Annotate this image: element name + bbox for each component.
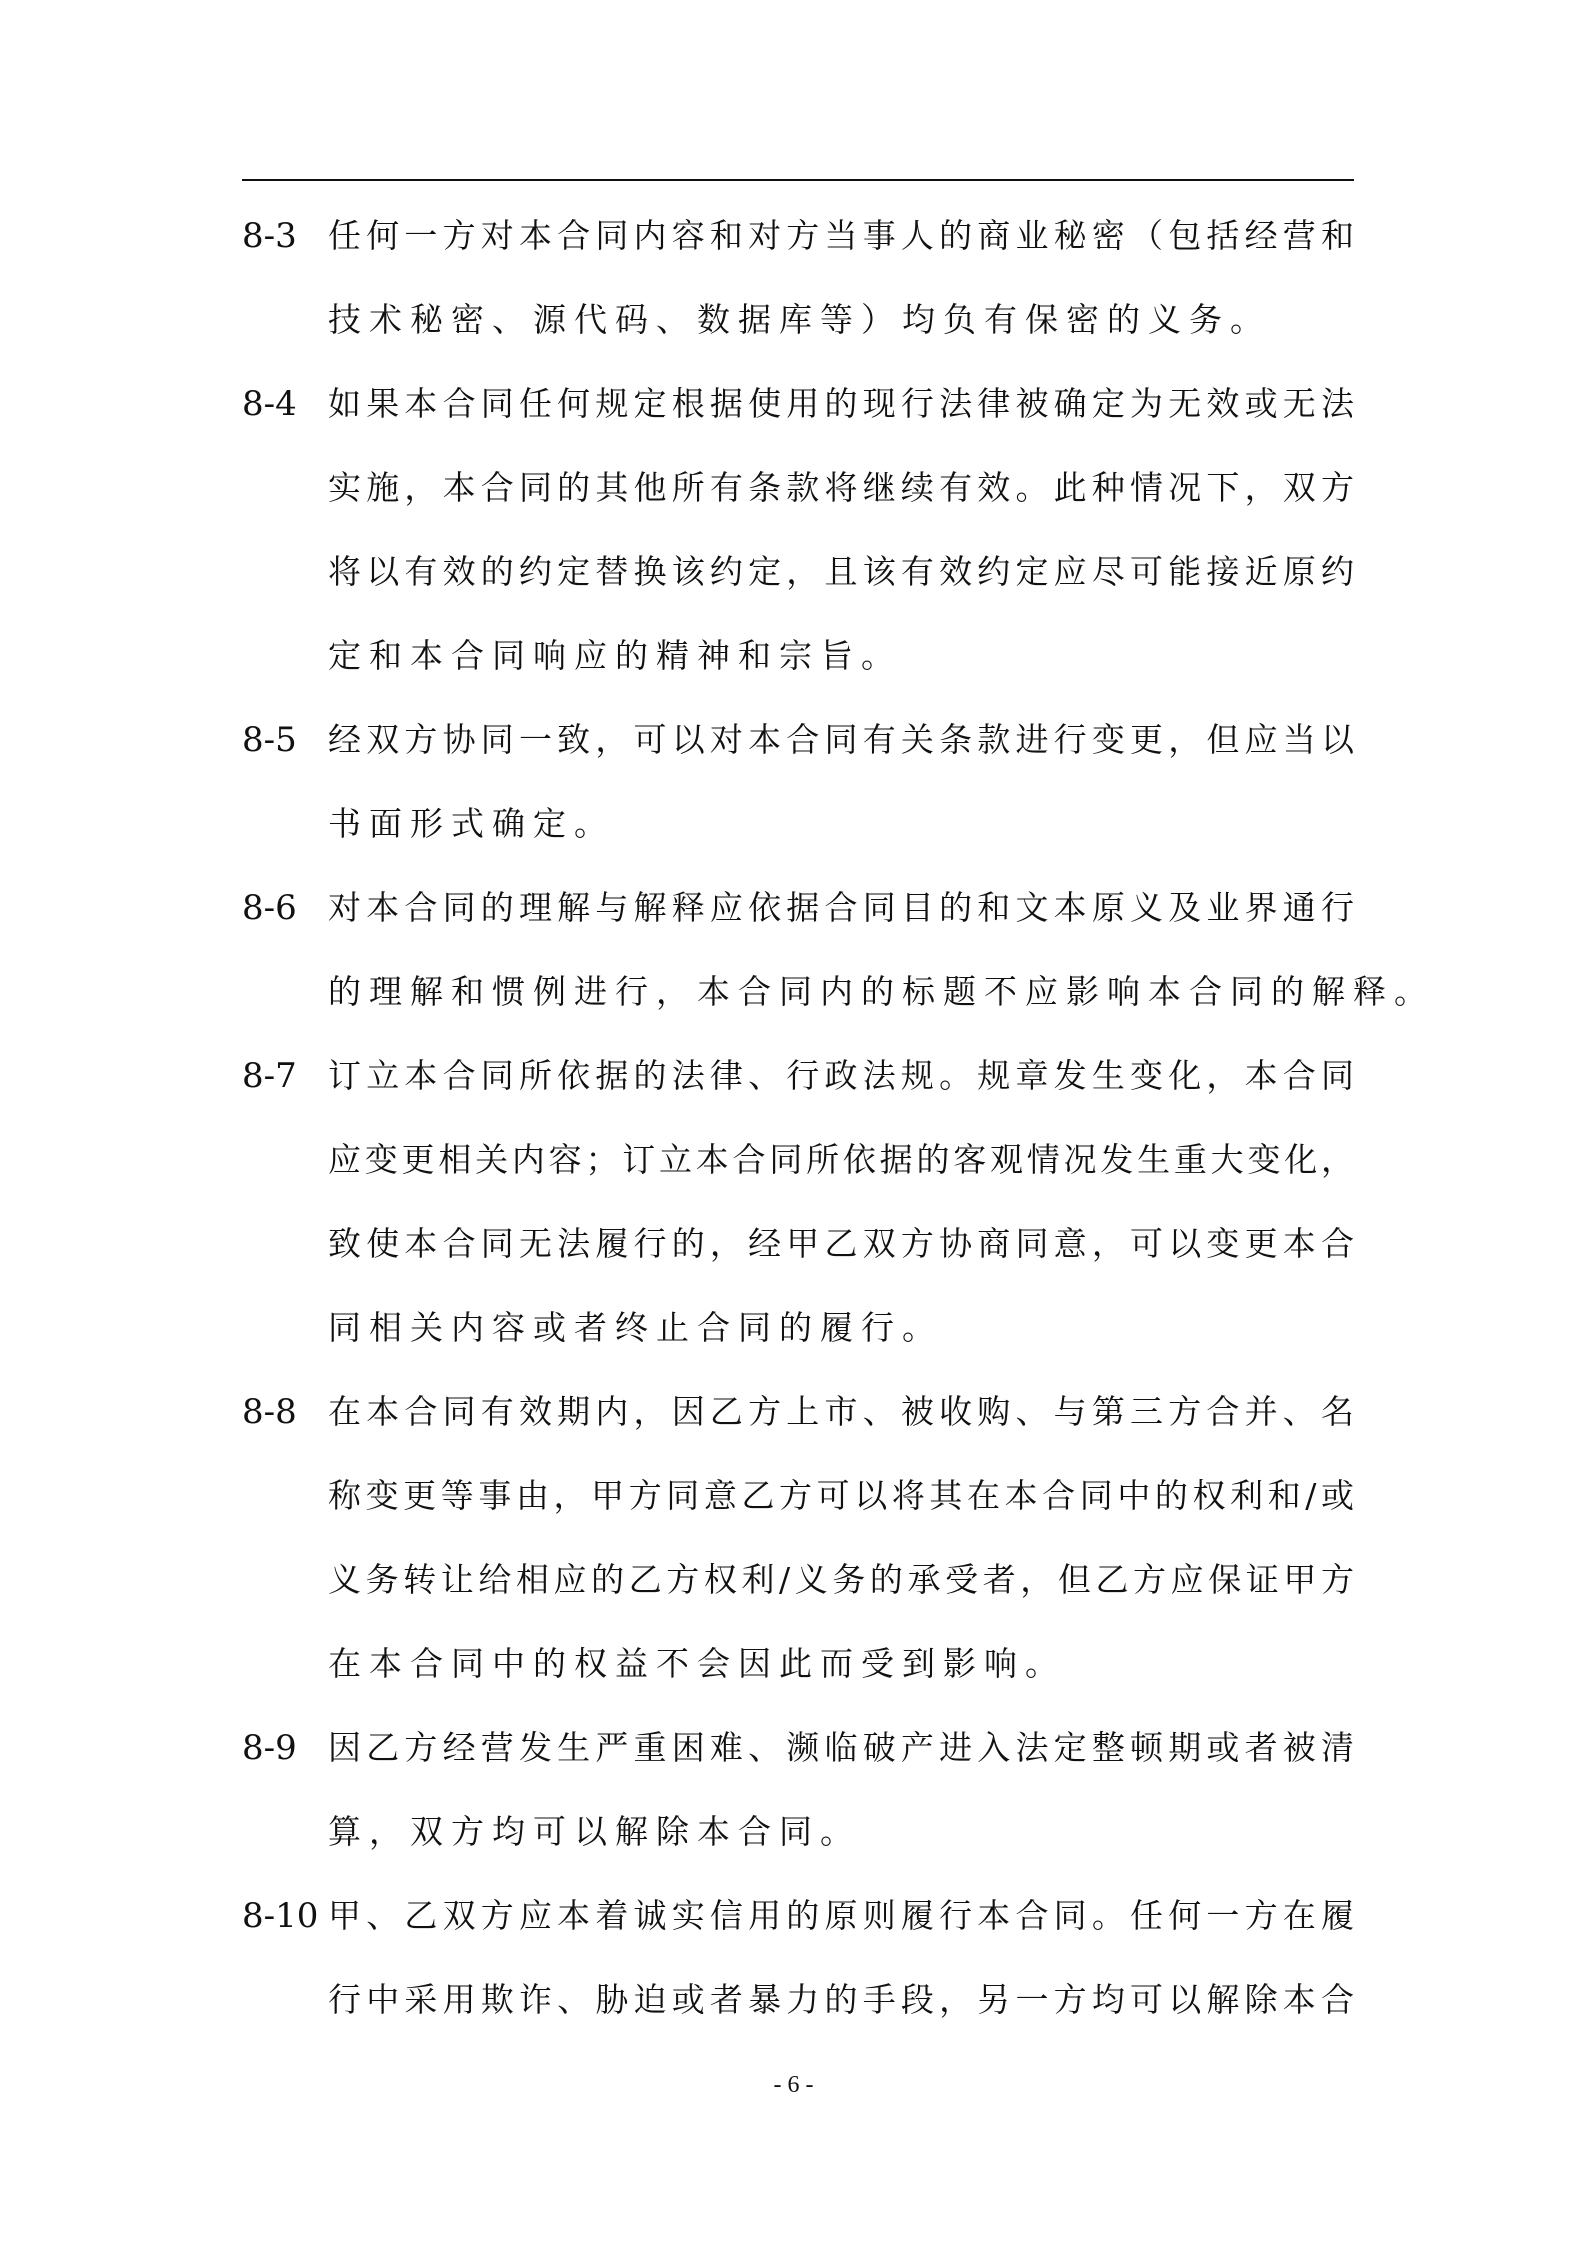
clause-number: 8-6 <box>242 888 297 928</box>
clause-text-line: 称变更等事由，甲方同意乙方可以将其在本合同中的权利和/或 <box>328 1476 1354 1515</box>
clause-text-line: 任何一方对本合同内容和对方当事人的商业秘密（包括经营和 <box>328 216 1354 255</box>
clause-number: 8-3 <box>242 216 297 256</box>
clause-number: 8-4 <box>242 384 297 424</box>
clause-text-line: 义务转让给相应的乙方权利/义务的承受者，但乙方应保证甲方 <box>328 1560 1354 1599</box>
clause-text-line: 实施，本合同的其他所有条款将继续有效。此种情况下，双方 <box>328 468 1354 507</box>
clause-text-line: 在本合同中的权益不会因此而受到影响。 <box>328 1644 1066 1683</box>
clause-text-line: 技术秘密、源代码、数据库等）均负有保密的义务。 <box>328 300 1271 339</box>
clause-text-line: 同相关内容或者终止合同的履行。 <box>328 1308 943 1347</box>
clause <box>242 698 1354 866</box>
clause-text-line: 甲、乙双方应本着诚实信用的原则履行本合同。任何一方在履 <box>328 1896 1354 1935</box>
clause-text-line: 定和本合同响应的精神和宗旨。 <box>328 636 902 675</box>
clause-list <box>242 194 1435 2042</box>
clause-text-line: 将以有效的约定替换该约定，且该有效约定应尽可能接近原约 <box>328 552 1354 591</box>
clause-number: 8-10 <box>242 1896 319 1936</box>
clause-number: 8-5 <box>242 720 297 760</box>
clause-number: 8-8 <box>242 1392 297 1432</box>
clause-text-line: 在本合同有效期内，因乙方上市、被收购、与第三方合并、名 <box>328 1392 1354 1431</box>
clause-text-line: 的理解和惯例进行，本合同内的标题不应影响本合同的解释。 <box>328 972 1435 1011</box>
clause <box>242 1874 1354 2042</box>
clause-text-line: 如果本合同任何规定根据使用的现行法律被确定为无效或无法 <box>328 384 1354 423</box>
clause-text-line: 对本合同的理解与解释应依据合同目的和文本原义及业界通行 <box>328 888 1354 927</box>
clause-number: 8-9 <box>242 1728 297 1768</box>
clause-text-line: 订立本合同所依据的法律、行政法规。规章发生变化，本合同 <box>328 1056 1354 1095</box>
clause-text-line: 算，双方均可以解除本合同。 <box>328 1812 861 1851</box>
clause-text-line: 致使本合同无法履行的，经甲乙双方协商同意，可以变更本合 <box>328 1224 1354 1263</box>
clause-text-line: 经双方协同一致，可以对本合同有关条款进行变更，但应当以 <box>328 720 1354 759</box>
clause <box>242 362 1354 698</box>
clause <box>242 1370 1354 1706</box>
clause-text-line: 书面形式确定。 <box>328 804 615 843</box>
clause-text-line: 应变更相关内容；订立本合同所依据的客观情况发生重大变化， <box>328 1140 1354 1179</box>
page-number: - 6 - <box>773 2072 814 2098</box>
clause <box>242 866 1435 1034</box>
clause <box>242 1706 1354 1874</box>
clause-text-line: 因乙方经营发生严重困难、濒临破产进入法定整顿期或者被清 <box>328 1728 1354 1767</box>
clause-number: 8-7 <box>242 1056 297 1096</box>
clause-text-line: 行中采用欺诈、胁迫或者暴力的手段，另一方均可以解除本合 <box>328 1980 1354 2019</box>
header-rule <box>242 179 1354 181</box>
clause <box>242 1034 1354 1370</box>
clause <box>242 194 1354 362</box>
